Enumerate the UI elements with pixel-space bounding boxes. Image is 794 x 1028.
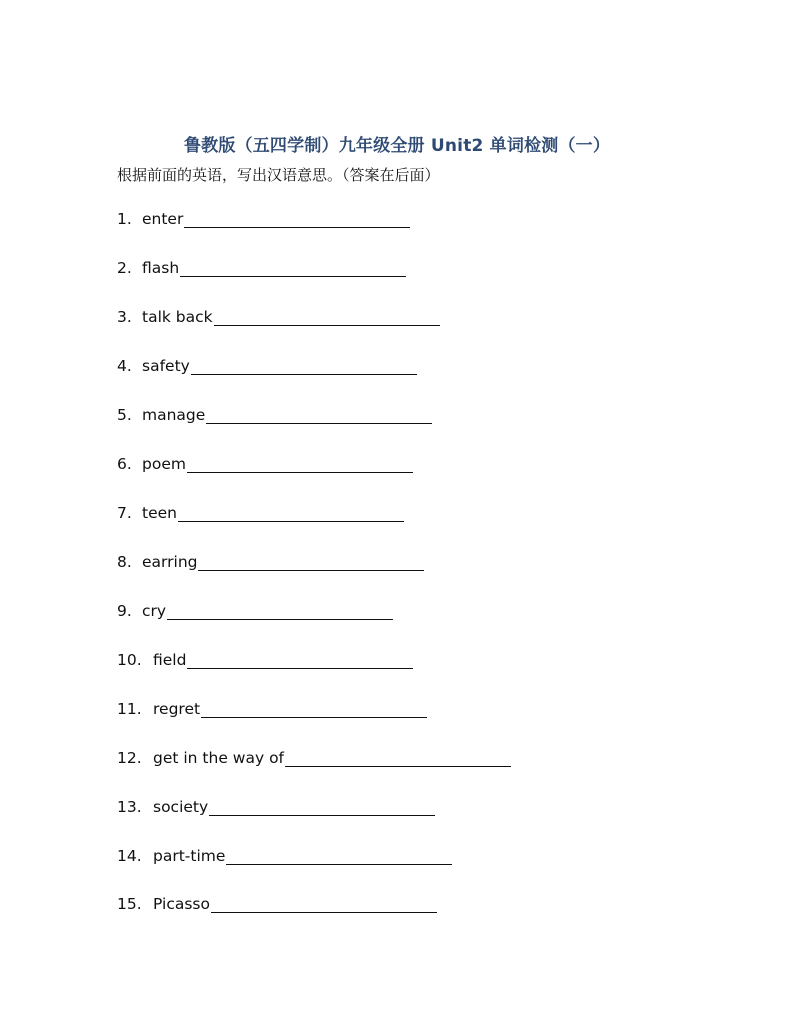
- item-number: 14.: [117, 847, 142, 865]
- item-number: 12.: [117, 749, 142, 767]
- item-word: Picasso: [153, 895, 210, 913]
- item-number: 4.: [117, 357, 132, 375]
- answer-blank[interactable]: [191, 357, 417, 375]
- item-word: earring: [142, 553, 198, 571]
- answer-blank[interactable]: [206, 406, 432, 424]
- vocab-item: [117, 843, 452, 865]
- vocab-item: [117, 891, 437, 913]
- worksheet-instruction: 根据前面的英语，写出汉语意思。（答案在后面）: [117, 166, 440, 184]
- item-word: talk back: [142, 308, 213, 326]
- item-number: 8.: [117, 553, 132, 571]
- answer-blank[interactable]: [285, 749, 511, 767]
- item-number: 6.: [117, 455, 132, 473]
- item-word: cry: [142, 602, 167, 620]
- item-number: 1.: [117, 210, 132, 228]
- vocab-item: [117, 255, 406, 277]
- item-word: flash: [142, 259, 180, 277]
- vocab-item: [117, 745, 511, 767]
- answer-blank[interactable]: [209, 798, 435, 816]
- item-number: 2.: [117, 259, 132, 277]
- item-word: regret: [153, 700, 201, 718]
- answer-blank[interactable]: [184, 210, 410, 228]
- vocab-item: [117, 549, 424, 571]
- vocab-item: [117, 451, 413, 473]
- vocab-item: [117, 794, 435, 816]
- item-number: 15.: [117, 895, 142, 913]
- answer-blank[interactable]: [201, 700, 427, 718]
- item-word: safety: [142, 357, 190, 375]
- answer-blank[interactable]: [198, 553, 424, 571]
- item-word: part-time: [153, 847, 226, 865]
- item-word: manage: [142, 406, 206, 424]
- vocab-item: [117, 696, 427, 718]
- item-word: enter: [142, 210, 184, 228]
- item-word: get in the way of: [153, 749, 285, 767]
- answer-blank[interactable]: [178, 504, 404, 522]
- item-number: 11.: [117, 700, 142, 718]
- answer-blank[interactable]: [180, 259, 406, 277]
- answer-blank[interactable]: [167, 602, 393, 620]
- answer-blank[interactable]: [226, 847, 452, 865]
- item-number: 7.: [117, 504, 132, 522]
- item-number: 10.: [117, 651, 142, 669]
- answer-blank[interactable]: [187, 455, 413, 473]
- item-number: 3.: [117, 308, 132, 326]
- answer-blank[interactable]: [187, 651, 413, 669]
- answer-blank[interactable]: [211, 895, 437, 913]
- vocab-item: [117, 206, 410, 228]
- vocab-item: [117, 500, 404, 522]
- worksheet-title: 鲁教版（五四学制）九年级全册 Unit2 单词检测（一）: [183, 136, 611, 156]
- item-word: society: [153, 798, 209, 816]
- item-word: field: [153, 651, 187, 669]
- vocab-item: [117, 353, 417, 375]
- item-word: poem: [142, 455, 186, 473]
- item-number: 13.: [117, 798, 142, 816]
- vocab-item: [117, 402, 432, 424]
- item-number: 9.: [117, 602, 132, 620]
- vocab-item: [117, 304, 440, 326]
- vocab-item: [117, 598, 393, 620]
- item-word: teen: [142, 504, 177, 522]
- answer-blank[interactable]: [214, 308, 440, 326]
- item-number: 5.: [117, 406, 132, 424]
- vocab-item: [117, 647, 413, 669]
